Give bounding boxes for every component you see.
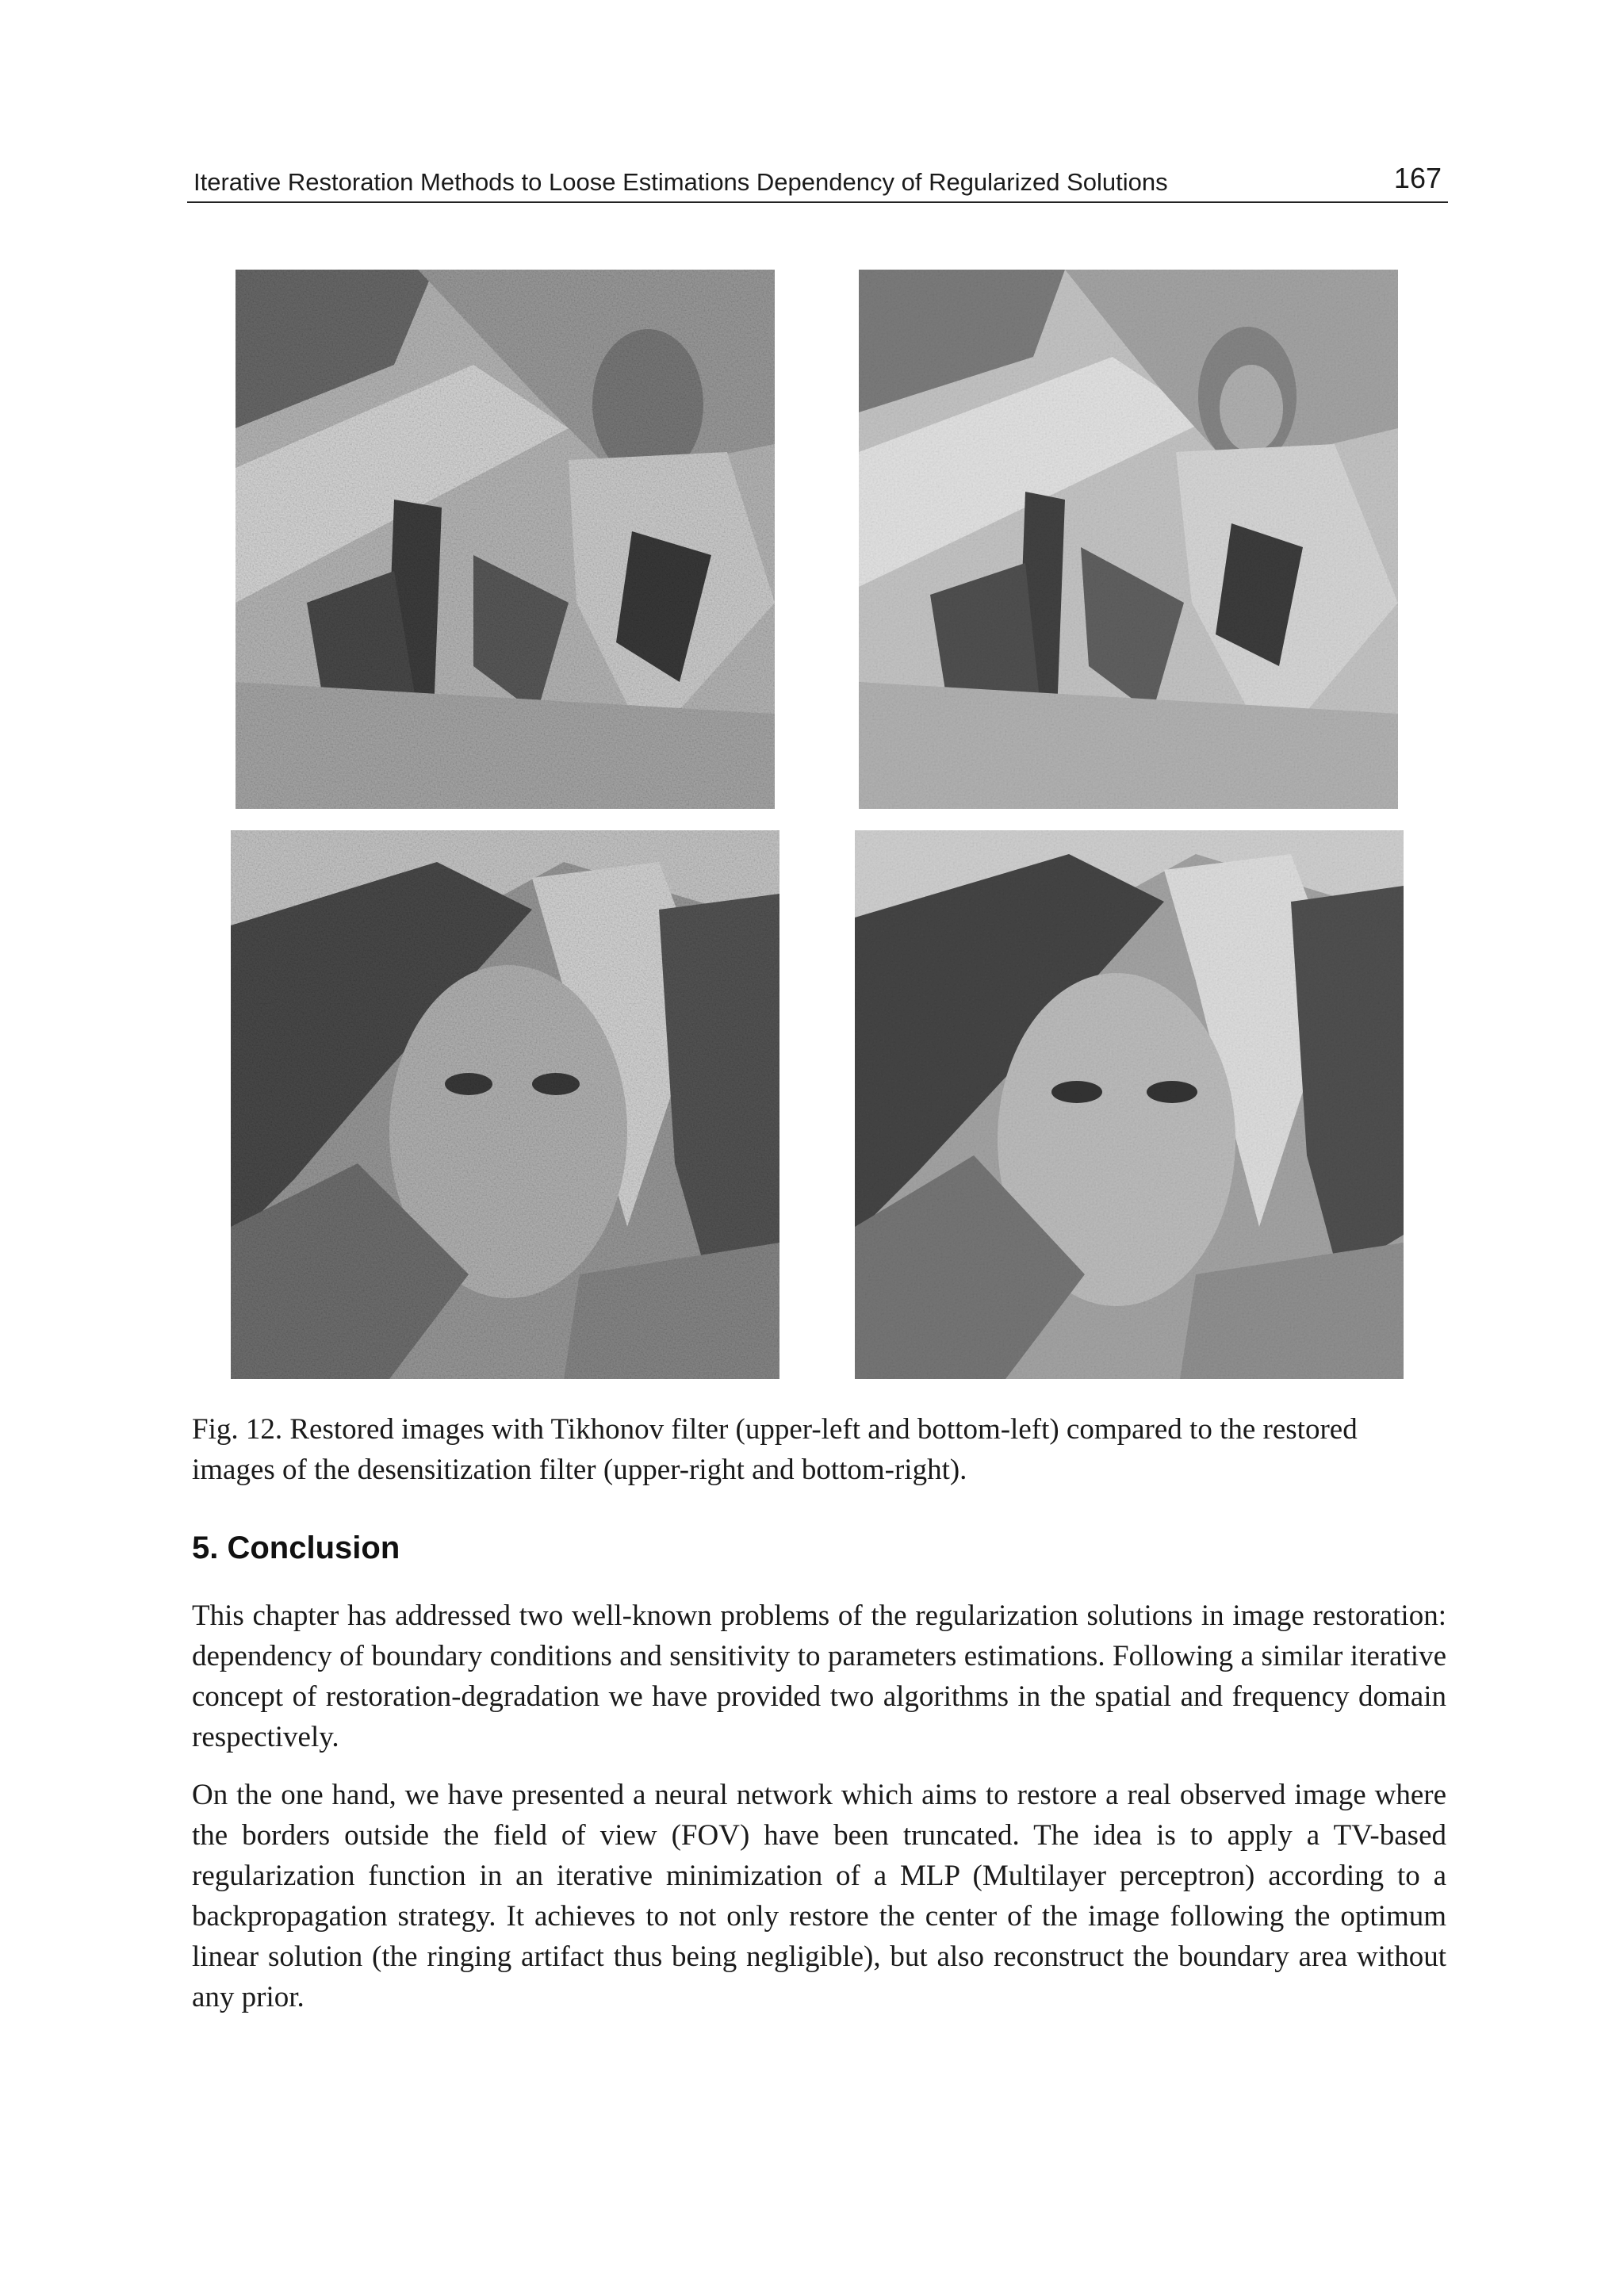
page-number: 167 — [1393, 162, 1442, 194]
body-paragraph: This chapter has addressed two well-known problems of the regularization solutions in image restoration: dependency of boundary conditions and sensitivity to parameters estimations. Following a similar iterative concept of restoration-degradation we have provided two algorithms in the spatial and frequency domain respectively. — [192, 1599, 1446, 1753]
figure-image-bottom-right — [855, 830, 1404, 1379]
figure-image-upper-right — [859, 270, 1398, 809]
figure-caption: Fig. 12. Restored images with Tikhonov filter (upper-left and bottom-left) compared to the restored images of the desensitization filter (upper-right and bottom-right). — [192, 1413, 1358, 1486]
running-header — [187, 160, 1448, 203]
running-title: Iterative Restoration Methods to Loose Estimations Dependency of Regularized Solutions — [193, 168, 1168, 196]
figure-image-bottom-left — [231, 830, 779, 1379]
figure-image-upper-left — [236, 270, 775, 809]
section-heading: 5. Conclusion — [192, 1531, 400, 1565]
body-paragraph: On the one hand, we have presented a neural network which aims to restore a real observed image where the borders outside the field of view (FOV) have been truncated. The idea is to apply a TV-based regularization function in an iterative minimization of a MLP (Multilayer perceptron) according to a backpropagation strategy. It achieves to not only restore the center of the image following the optimum linear solution (the ringing artifact thus being negligible), but also reconstruct the boundary area without any prior. — [192, 1779, 1446, 2013]
